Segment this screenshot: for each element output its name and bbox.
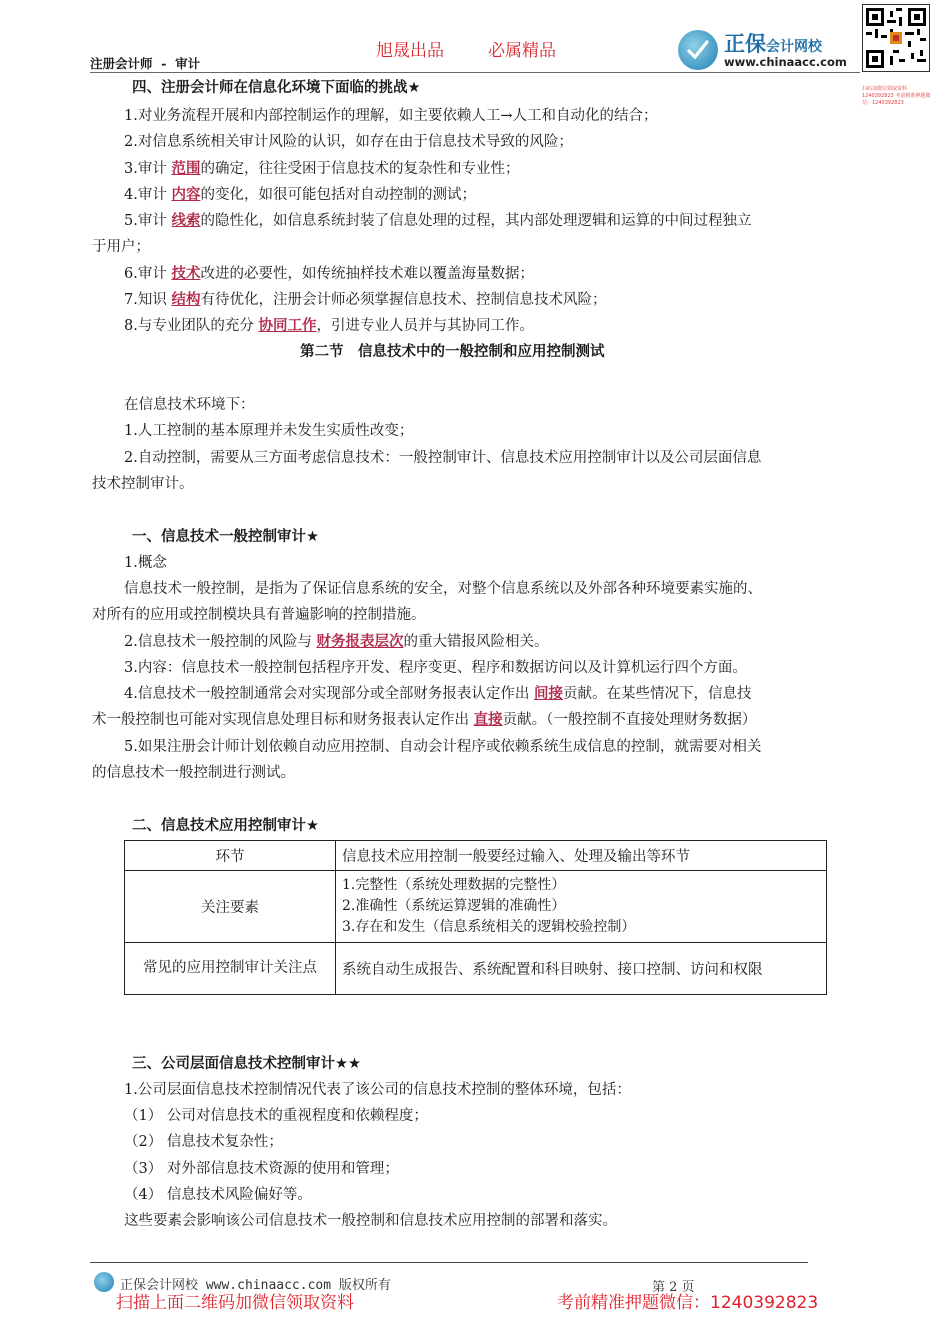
part1-p2: 2.信息技术一般控制的风险与 财务报表层次的重大错报风险相关。 [124,634,549,650]
doc-title: 注册会计师 - 审计 [90,56,201,71]
section4-item-cont: 于用户； [92,239,150,255]
logo-text [724,28,822,58]
footer-logo-icon [94,1272,114,1292]
section4-item: 6.审计 技术改进的必要性，如传统抽样技术难以覆盖海量数据； [124,266,534,282]
page-number: 第 2 页 [652,1280,695,1295]
chapter-title: 第二节 信息技术中的一般控制和应用控制测试 [300,344,605,360]
logo-url: www.chinaacc.com [724,55,847,69]
table-line: 3.存在和发生（信息系统相关的逻辑校验控制） [342,919,636,935]
list-item: （1） 公司对信息技术的重视程度和依赖程度； [124,1108,428,1124]
brand-logo[interactable] [678,28,858,72]
application-control-table [124,840,827,995]
section4-item: 8.与专业团队的充分 协同工作，引进专业人员并与其协同工作。 [124,318,534,334]
table-line: 2.准确性（系统运算逻辑的准确性） [342,898,566,914]
part1-p5: 5.如果注册会计师计划依赖自动应用控制、自动会计程序或依赖系统生成信息的控制，就需要对相关 [124,739,762,755]
section4-item: 7.知识 结构有待优化，注册会计师必须掌握信息技术、控制信息技术风险； [124,292,607,308]
part2-heading: 二、信息技术应用控制审计★ [132,818,319,834]
keyword-indirect: 间接 [533,686,563,702]
table-cell-label: 关注要素 [125,871,336,943]
list-item: （2） 信息技术复杂性； [124,1134,283,1150]
part1-p3: 3.内容：信息技术一般控制包括程序开发、程序变更、程序和数据访问以及计算机运行四个方面。 [124,660,747,676]
section4-heading: 四、注册会计师在信息化环境下面临的挑战★ [132,80,421,96]
keyword-fs-level: 财务报表层次 [316,634,404,650]
part3-closing: 这些要素会影响该公司信息技术一般控制和信息技术应用控制的部署和落实。 [124,1213,617,1229]
section4-item: 2.对信息系统相关审计风险的认识，如存在由于信息技术导致的风险； [124,134,573,150]
table-row [125,871,827,943]
logo-brand: 正保 [724,32,766,56]
table-cell-value: 信息技术应用控制一般要经过输入、处理及输出等环节 [336,841,827,871]
chapter-p2-cont: 技术控制审计。 [92,476,194,492]
list-item: （3） 对外部信息技术资源的使用和管理； [124,1161,399,1177]
part1-definition-cont: 对所有的应用或控制模块具有普遍影响的控制措施。 [92,607,426,623]
table-row [125,841,827,871]
part1-heading: 一、信息技术一般控制审计★ [132,529,319,545]
part1-definition: 信息技术一般控制，是指为了保证信息系统的安全，对整个信息系统以及外部各种环境要素实施的、 [124,581,762,597]
part3-heading: 三、公司层面信息技术控制审计★★ [132,1056,361,1072]
list-item: （4） 信息技术风险偏好等。 [124,1187,312,1203]
part1-concept: 1.概念 [124,555,167,571]
part1-p4: 4.信息技术一般控制通常会对实现部分或全部财务报表认定作出 间接贡献。在某些情况下，信息技 [124,686,752,702]
footer-copyright: 正保会计网校 www.chinaacc.com 版权所有 [120,1278,391,1293]
table-row [125,943,827,995]
logo-sub: 会计网校 [766,39,822,55]
header-divider [90,72,860,73]
promo-left: 扫描上面二维码加微信领取资料 [116,1293,354,1313]
chapter-intro: 在信息技术环境下： [124,397,255,413]
qr-note: 扫码加微信领取资料 1240392823 考前精准押题微信：1240392823 [862,86,931,106]
qr-code-icon[interactable] [862,4,930,72]
keyword-content: 内容 [171,187,201,203]
slogan-2: 必属精品 [488,41,556,61]
table-cell-label: 环节 [125,841,336,871]
chapter-p1: 1.人工控制的基本原理并未发生实质性改变； [124,423,414,439]
section4-item: 5.审计 线索的隐性化，如信息系统封装了信息处理的过程，其内部处理逻辑和运算的中间过程独立 [124,213,752,229]
keyword-clue: 线索 [171,213,201,229]
keyword-structure: 结构 [171,292,201,308]
part3-p1: 1.公司层面信息技术控制情况代表了该公司的信息技术控制的整体环境，包括： [124,1082,631,1098]
logo-emblem-icon [678,30,718,70]
slogan-1: 旭晟出品 [376,41,444,61]
part1-p4-cont: 术一般控制也可能对实现信息处理目标和财务报表认定作出 直接贡献。（一般控制不直接处理财务数据） [92,712,757,728]
keyword-technique: 技术 [171,266,201,282]
table-cell-label: 常见的应用控制审计关注点 [125,943,336,995]
keyword-direct: 直接 [473,712,503,728]
table-cell-value: 系统自动生成报告、系统配置和科目映射、接口控制、访问和权限 [336,943,827,995]
keyword-scope: 范围 [171,161,201,177]
chapter-p2: 2.自动控制，需要从三方面考虑信息技术：一般控制审计、信息技术应用控制审计以及公司层面信息 [124,450,762,466]
section4-item: 3.审计 范围的确定，往往受困于信息技术的复杂性和专业性； [124,161,520,177]
section4-item: 4.审计 内容的变化，如很可能包括对自动控制的测试； [124,187,476,203]
section4-item: 1.对业务流程开展和内部控制运作的理解，如主要依赖人工→人工和自动化的结合； [124,108,658,124]
keyword-collab: 协同工作 [258,318,317,334]
footer-divider [90,1262,808,1263]
table-cell-value [336,871,827,943]
table-line: 1.完整性（系统处理数据的完整性） [342,877,566,893]
part1-p5-cont: 的信息技术一般控制进行测试。 [92,765,295,781]
promo-right: 考前精准押题微信：1240392823 [557,1293,819,1313]
header-slogan [376,36,600,61]
